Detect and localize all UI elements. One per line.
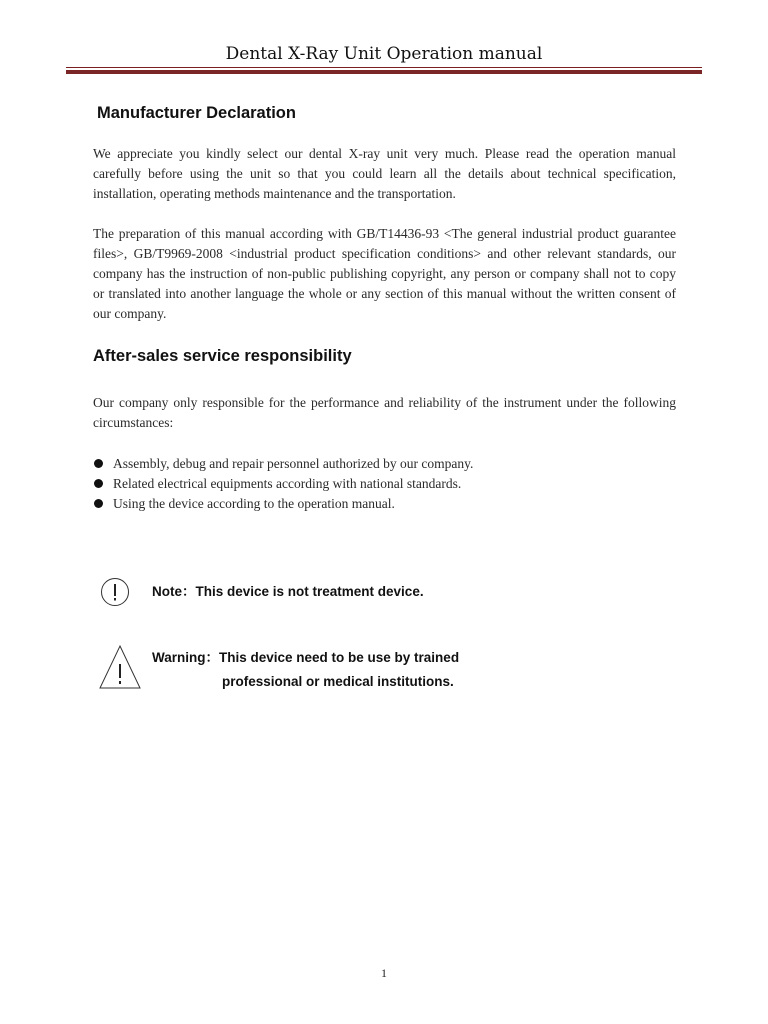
responsibility-list: [93, 454, 473, 514]
header-rule-thick: [66, 70, 702, 74]
exclamation-circle-icon: [100, 577, 130, 607]
bullet-icon: [94, 499, 103, 508]
declaration-paragraph-2: The preparation of this manual according with GB/T14436-93 <The general industrial product guarantee files>, GB/T9969-2008 <industrial product specification conditions> and other relevant standards, our company has the instruction of non-public publishing copyright, any person or company shall not to copy or translated into another language the whole or any section of this manual without the written consent of our company.: [93, 226, 676, 321]
document-title: Dental X-Ray Unit Operation manual: [225, 44, 543, 64]
list-item: [93, 474, 473, 494]
list-item: [93, 494, 473, 514]
list-item-text: Using the device according to the operation manual.: [113, 496, 395, 511]
declaration-paragraph-1: We appreciate you kindly select our dental X-ray unit very much. Please read the operation manual carefully before using the unit so that you could learn all the details about technical specification, installation, operating methods maintenance and the transportation.: [93, 146, 676, 201]
warning-triangle-icon: [99, 644, 141, 690]
list-item: [93, 454, 473, 474]
list-item-text: Assembly, debug and repair personnel authorized by our company.: [113, 456, 474, 471]
header-rule-thin: [66, 67, 702, 68]
bullet-icon: [94, 459, 103, 468]
after-sales-heading: After-sales service responsibility: [93, 347, 352, 365]
bullet-icon: [94, 479, 103, 488]
list-item-text: Related electrical equipments according with national standards.: [113, 476, 462, 491]
after-sales-intro: Our company only responsible for the performance and reliability of the instrument under the following circumstances:: [93, 395, 676, 430]
warning-text: Warning：This device need to be use by trained: [152, 650, 460, 665]
manufacturer-declaration-heading: Manufacturer Declaration: [97, 104, 296, 122]
note-text: Note：This device is not treatment device.: [152, 584, 424, 599]
warning-text-continued: professional or medical institutions.: [222, 674, 454, 689]
page-number: 1: [381, 966, 387, 980]
